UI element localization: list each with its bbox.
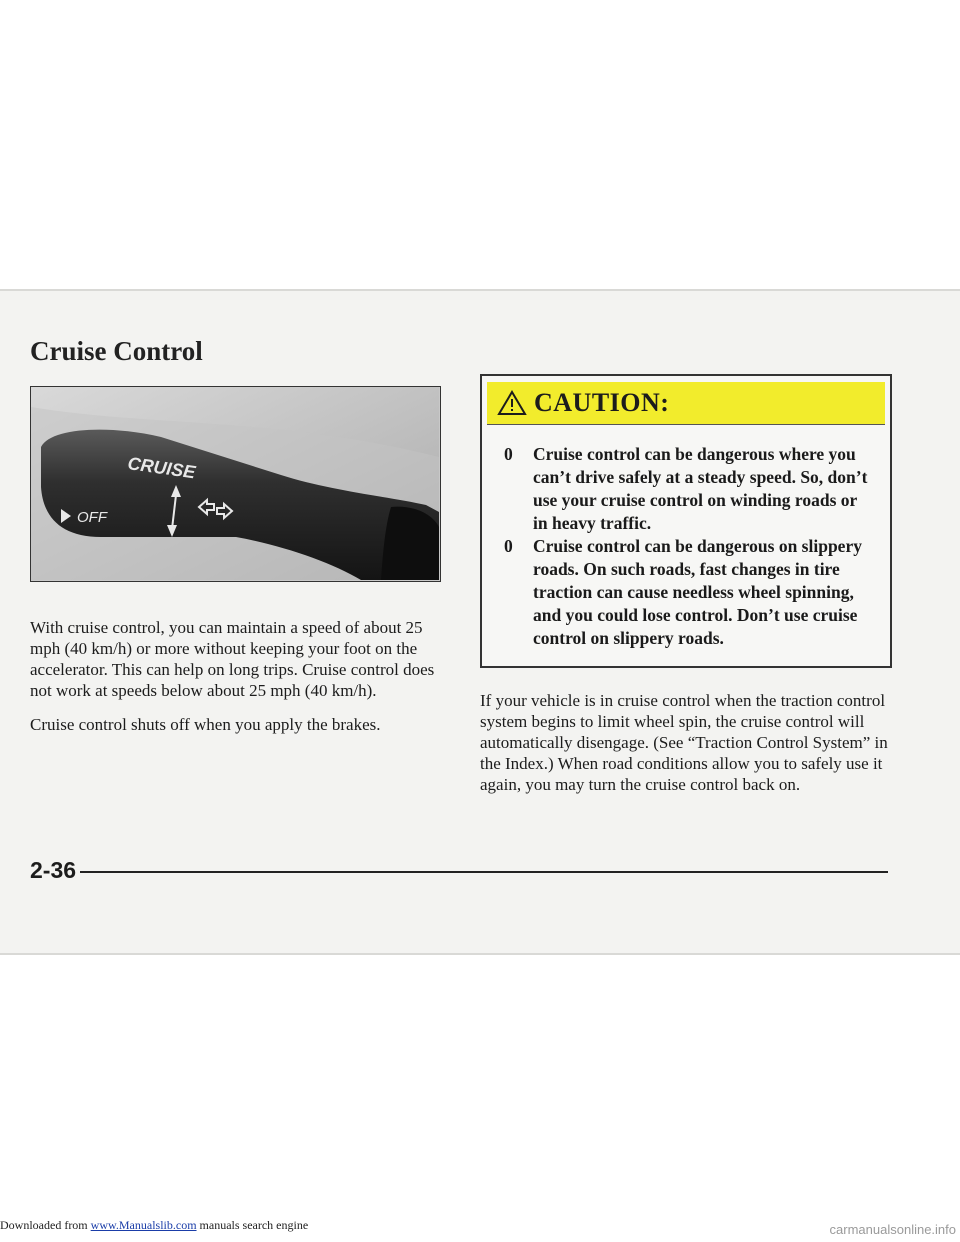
off-label: OFF (77, 509, 107, 526)
cruise-lever-figure (30, 386, 441, 582)
cruise-lever-illustration (31, 387, 439, 580)
paragraph: Cruise control shuts off when you apply the brakes. (30, 715, 381, 734)
page-number: 2-36 (30, 857, 77, 883)
paragraph: With cruise control, you can maintain a speed of about 25 mph (40 km/h) or more without keeping your foot on the accelerator. This can help on long trips. Cruise control does not work at speeds below about 25 mph (40 km/h). (30, 618, 435, 700)
footer-prefix: Downloaded from (0, 1218, 91, 1232)
warning-triangle-icon (497, 390, 527, 416)
caution-item (504, 443, 874, 535)
watermark: carmanualsonline.info (829, 1222, 956, 1237)
caution-header (487, 382, 885, 425)
caution-item-text: Cruise control can be dangerous where you can’t drive safely at a steady speed. So, don’t use your cruise control on winding roads or in heavy traffic. (533, 444, 868, 533)
caution-box (480, 374, 892, 668)
bullet-icon: 0 (504, 444, 513, 464)
scan-bottom-edge (0, 953, 960, 955)
paragraph: If your vehicle is in cruise control when the traction control system begins to limit wheel spin, the cruise control will automatically disengage. (See “Traction Control System” in the Index.) When road conditions allow you to safely use it again, you may turn the cruise control back on. (480, 691, 888, 794)
caution-item-text: Cruise control can be dangerous on slippery roads. On such roads, fast changes in tire traction can cause needless wheel spinning, and you could lose control. Don’t use cruise control on slippery roads. (533, 536, 862, 648)
lever-stalk-base (381, 507, 439, 580)
caution-item (504, 535, 874, 650)
download-footer (0, 1218, 308, 1233)
bullet-icon: 0 (504, 536, 513, 556)
cruise-label: CRUISE (126, 453, 197, 483)
right-body-text (480, 690, 900, 808)
scan-top-edge (0, 289, 960, 291)
page-number-rule (80, 871, 888, 873)
caution-list (504, 443, 874, 650)
left-body-text (30, 617, 440, 748)
section-title: Cruise Control (30, 336, 203, 366)
footer-suffix: manuals search engine (196, 1218, 309, 1232)
manualslib-link[interactable]: www.Manualslib.com (90, 1218, 197, 1232)
caution-title: CAUTION: (534, 388, 670, 417)
